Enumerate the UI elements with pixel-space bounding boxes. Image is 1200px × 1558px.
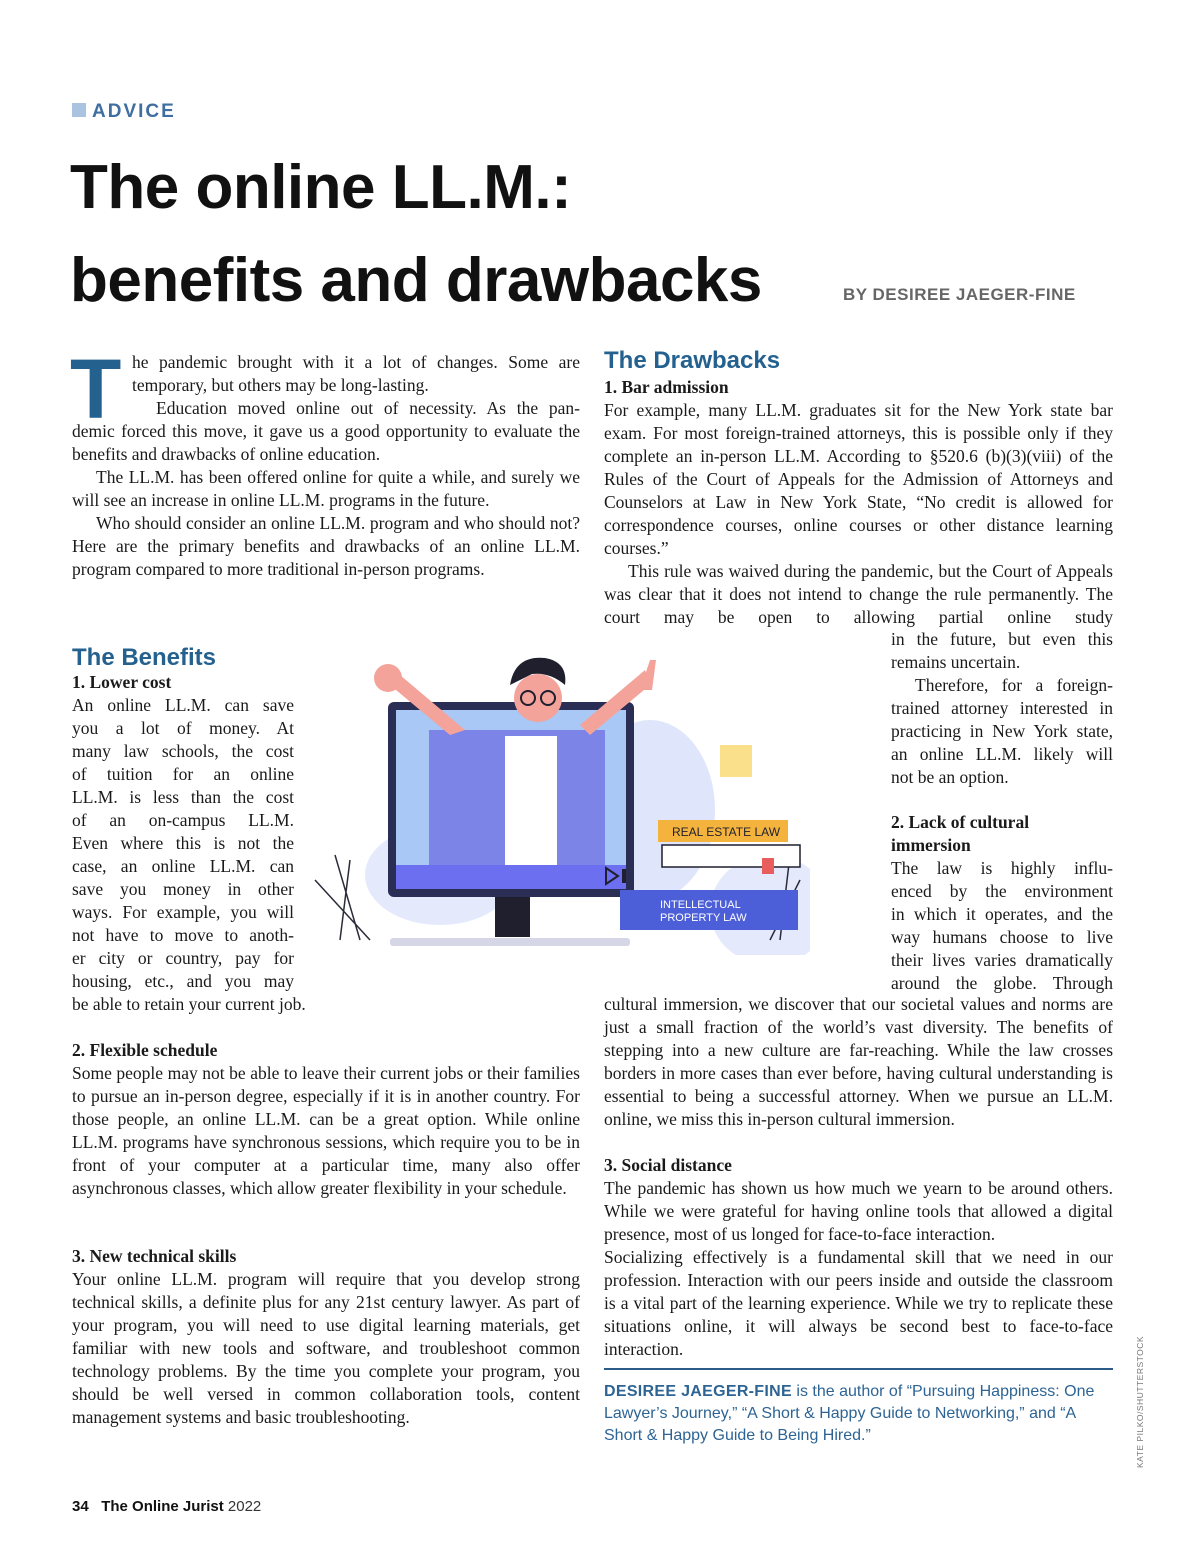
intro-body <box>72 420 580 581</box>
drawback-bar-body <box>604 399 1113 629</box>
text-line: an online LL.M. likely will <box>891 744 1113 764</box>
text-line: Therefore, for a foreign- <box>915 675 1113 695</box>
benefits-heading: The Benefits <box>72 644 217 671</box>
drawback-bar-narrow <box>891 628 1113 789</box>
publication-year: 2022 <box>227 1498 262 1515</box>
headline-line-1: The online LL.M.: <box>70 153 572 222</box>
benefit-lower-cost-narrow <box>72 694 294 993</box>
bio-divider <box>604 1368 1113 1370</box>
bio-text: is the author of “Pursuing Happiness: One Lawyer’s Journey,” “A Short & Happy Guide to Networking,” and “A Short & Happy Guide to Being Hired.” <box>604 1383 1095 1444</box>
text-line: case, an online LL.M. can <box>72 856 294 876</box>
text-line: not have to move to anoth- <box>72 925 294 945</box>
section-label: ADVICE <box>92 101 176 122</box>
pause-icon <box>622 869 626 883</box>
drawback-title: 2. Lack of cultural <box>891 812 1030 832</box>
intro-paragraph: Who should consider an online LL.M. program and who should not? Here are the primary benefits and drawbacks of an online LL.M. program compared to more traditional in-person programs. <box>72 513 580 579</box>
intro-opening-lines <box>132 351 580 420</box>
monitor-stand <box>495 895 530 937</box>
text-line: practicing in New York state, <box>891 721 1113 741</box>
text-line: their lives varies dramatically <box>891 950 1113 970</box>
text-line: ways. For example, you will <box>72 902 294 922</box>
drawback-paragraph: For example, many LL.M. graduates sit for the New York state bar exam. For most foreign-trained attorneys, this is possible only if they complete an in-person LL.M. According to §520.6 (b)(3)(viii) of the Rules of the Court of Appeals for the Admission of Attorneys and Counselors at Law in New York State, “No credit is allowed for correspondence courses, online courses or other distance learning courses.” <box>604 400 1113 558</box>
drawback-culture-body: cultural immersion, we discover that our societal values and norms are just a small fraction of the world’s vast diversity. The benefits of stepping into a new culture are far-reaching. While the law crosses borders in more cases than ever before, having cultural understanding is essential to being a successful attorney. When we pursue an LL.M. online, we miss this in-person cultural immersion. <box>604 994 1113 1129</box>
text-line: An online LL.M. can save <box>72 695 294 715</box>
text-line: LL.M. is less than the cost <box>72 787 294 807</box>
publication-name: The Online Jurist <box>101 1498 224 1515</box>
book-title: PROPERTY LAW <box>660 912 747 924</box>
drawback-title: 1. Bar admission <box>604 377 729 397</box>
book-title: REAL ESTATE LAW <box>672 825 781 839</box>
drawback-culture-narrow <box>891 811 1113 995</box>
drawbacks-heading: The Drawbacks <box>604 347 781 374</box>
benefit-body: Your online LL.M. program will require that you develop strong technical skills, a definite plus for any 21st century lawyer. As part of your program, you will need to use digital learning materials, get familiar with new tools and software, and troubleshoot common technology problems. By the time you complete your program, you should be well versed in common collaboration tools, content management systems and basic troubleshooting. <box>72 1269 580 1427</box>
kicker-square-icon <box>72 103 86 117</box>
benefit-title: 1. Lower cost <box>72 672 172 692</box>
intro-paragraph: The LL.M. has been offered online for quite a while, and surely we will see an increase in online LL.M. programs in the future. <box>72 467 580 510</box>
author-bio <box>604 1381 1113 1447</box>
text-line: trained attorney interested in <box>891 698 1113 718</box>
headline-line-2: benefits and drawbacks <box>70 246 762 315</box>
intro-line: Education moved online out of necessity. As the pan- <box>156 398 580 418</box>
text-line: way humans choose to live <box>891 927 1113 947</box>
drawback-social-body <box>604 1177 1113 1361</box>
benefit-body: Some people may not be able to leave their current jobs or their families to pursue an in-person degree, especially if it is in another country. For those people, an online LL.M. can be a great option. While online LL.M. programs have synchronous sessions, which require you to be in front of your computer at a particular time, many also offer asynchronous classes, which allow greater flexibility in your schedule. <box>72 1063 580 1198</box>
text-line: of an on-campus LL.M. <box>72 810 294 830</box>
drawback-title: 3. Social distance <box>604 1155 732 1175</box>
book-blank <box>662 845 800 867</box>
text-line: save you money in other <box>72 879 294 899</box>
sticky-note-icon <box>720 745 752 777</box>
drawback-paragraph: Socializing effectively is a fundamental skill that we need in our profession. Interaction with our peers inside and outside the classroom is a vital part of the learning experience. While we try to replicate these situations online, it will always be second best to face-to-face interaction. <box>604 1247 1113 1359</box>
text-line: not be an option. <box>891 767 1009 787</box>
book-title: INTELLECTUAL <box>660 899 741 911</box>
waving-hand-icon <box>374 664 402 692</box>
text-line: The law is highly influ- <box>891 858 1113 878</box>
drawback-paragraph: The pandemic has shown us how much we yearn to be around others. While we were grateful for having online tools that allowed a digital presence, most of us longed for face-to-face interaction. <box>604 1178 1113 1244</box>
drawback-title: immersion <box>891 835 971 855</box>
video-controls-bar <box>396 865 626 889</box>
person-tshirt <box>505 736 557 865</box>
text-line: enced by the environment <box>891 881 1113 901</box>
text-line: you a lot of money. At <box>72 718 294 738</box>
online-learning-illustration <box>300 640 810 955</box>
text-line: many law schools, the cost <box>72 741 294 761</box>
text-line: around the globe. Through <box>891 973 1113 993</box>
bookmark-icon <box>762 858 774 874</box>
page-footer <box>72 1498 261 1515</box>
benefit-lower-cost-last-line: be able to retain your current job. <box>72 994 306 1014</box>
photo-credit: KATE PILKO/SHUTTERSTOCK <box>1135 1335 1145 1468</box>
text-line: in which it operates, and the <box>891 904 1113 924</box>
benefit-title: 2. Flexible schedule <box>72 1040 218 1060</box>
text-line: er city or country, pay for <box>72 948 294 968</box>
section-kicker <box>72 101 176 123</box>
plant-leaves-icon <box>315 855 370 940</box>
benefit-title: 3. New technical skills <box>72 1246 237 1266</box>
drawback-paragraph: This rule was waived during the pandemic, but the Court of Appeals was clear that it does not intend to change the rule permanently. The court may be open to allowing partial online study <box>604 561 1113 627</box>
text-line: remains uncertain. <box>891 652 1021 672</box>
text-line: of tuition for an online <box>72 764 294 784</box>
text-line: housing, etc., and you may <box>72 971 294 991</box>
page-number: 34 <box>72 1498 89 1515</box>
intro-line: he pandemic brought with it a lot of changes. Some are <box>132 352 580 372</box>
intro-paragraph: demic forced this move, it gave us a good opportunity to evaluate the benefits and drawbacks of online education. <box>72 421 580 464</box>
byline: BY DESIREE JAEGER-FINE <box>843 285 1076 304</box>
text-line: Even where this is not the <box>72 833 294 853</box>
bio-author-name: DESIREE JAEGER-FINE <box>604 1383 792 1400</box>
drop-cap: T <box>70 342 122 436</box>
text-line: in the future, but even this <box>891 629 1113 649</box>
intro-line: temporary, but others may be long-lasting. <box>132 375 429 395</box>
keyboard-icon <box>390 938 630 946</box>
